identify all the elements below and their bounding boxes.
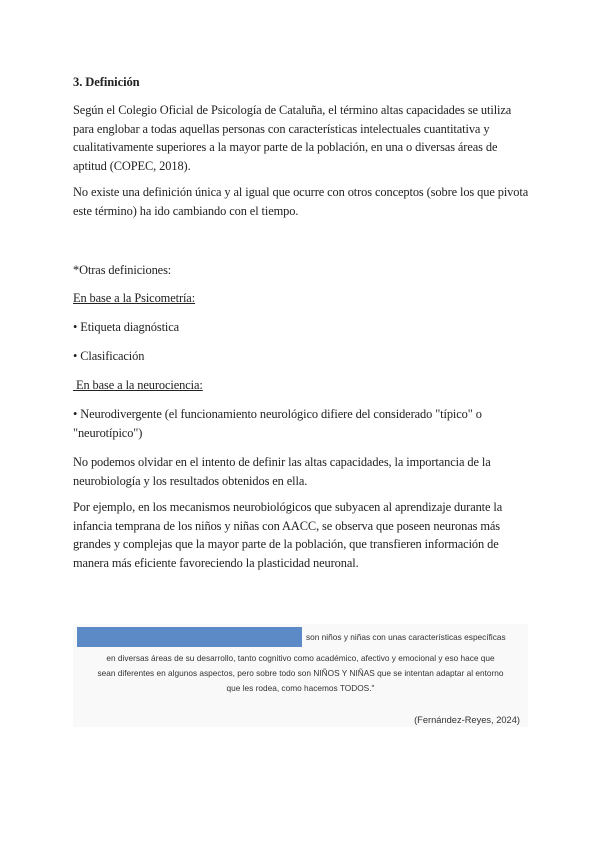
paragraph-neurobiology: No podemos olvidar en el intento de definir las altas capacidades, la importancia de la neurobiología y los resultados obtenidos en ella. bbox=[73, 455, 491, 488]
other-definitions-title: *Otras definiciones: bbox=[73, 263, 172, 277]
quote-image bbox=[73, 624, 528, 727]
quote-citation: (Fernández-Reyes, 2024) bbox=[414, 715, 520, 725]
paragraph-evolution: No existe una definición única y al igual que ocurre con otros conceptos (sobre los que pivota este término) ha ido cambiando con el tiempo. bbox=[73, 185, 529, 218]
neuroscience-heading: En base a la neurociencia: bbox=[73, 378, 203, 392]
list-item: • Clasificación bbox=[73, 349, 145, 363]
paragraph-definition: Según el Colegio Oficial de Psicología de Cataluña, el término altas capacidades se utiliza para englobar a todas aquellas personas con características intelectuales cuantitativa y cualitativamente superiores a la mayor parte de la población, en una o diversas áreas de aptitud (COPEC, 2018). bbox=[73, 103, 512, 173]
quote-line: en diversas áreas de su desarrollo, tanto cognitivo como académico, afectivo y emocional y eso hace que bbox=[106, 653, 495, 663]
list-item: • Etiqueta diagnóstica bbox=[73, 320, 180, 334]
redacted-highlight-bar bbox=[77, 627, 302, 647]
list-item-neurodivergent: • Neurodivergente (el funcionamiento neurológico difiere del considerado "típico" o "neurotípico") bbox=[73, 407, 482, 440]
quote-line: son niños y niñas con unas características específicas bbox=[306, 632, 506, 642]
psychometry-heading: En base a la Psicometría: bbox=[73, 291, 196, 305]
quote-line: sean diferentes en algunos aspectos, pero sobre todo son NIÑOS Y NIÑAS que se intentan adaptar al entorno bbox=[97, 668, 504, 678]
quote-line: que les rodea, como hacemos TODOS." bbox=[226, 683, 375, 693]
paragraph-example: Por ejemplo, en los mecanismos neurobiológicos que subyacen al aprendizaje durante la infancia temprana de los niños y niñas con AACC, se observa que poseen neuronas más grandes y complejas que la mayor parte de la población, que transfieren información de manera más eficiente favoreciendo la plasticidad neuronal. bbox=[73, 500, 503, 570]
section-heading: 3. Definición bbox=[73, 75, 140, 89]
